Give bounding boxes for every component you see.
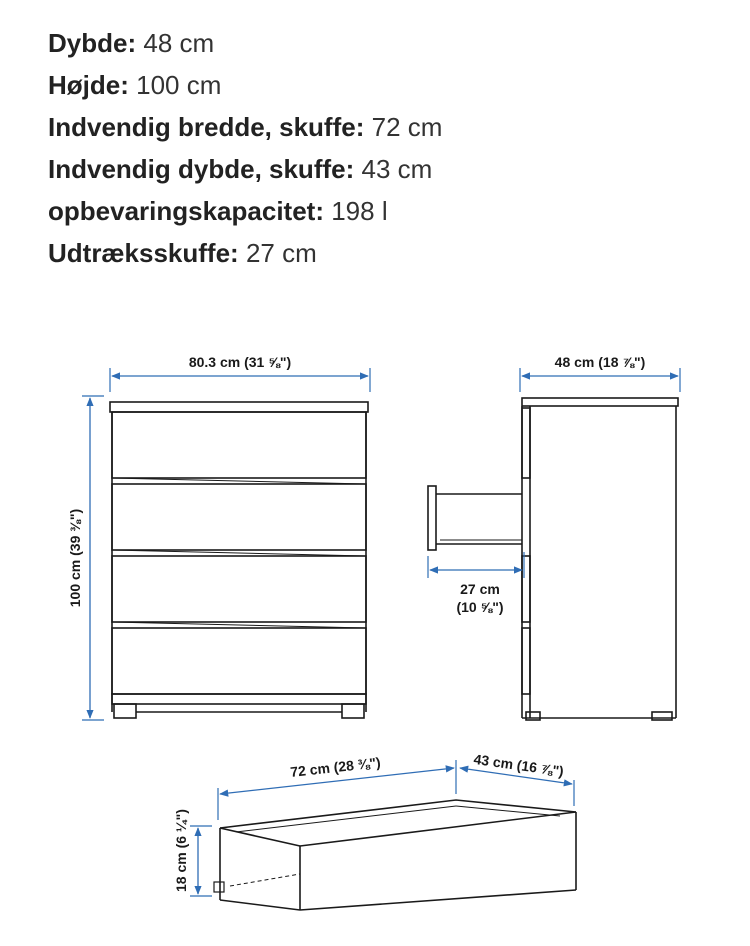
- front-foot-left: [114, 704, 136, 718]
- front-top-panel: [110, 402, 368, 412]
- drawer-hidden-line: [230, 874, 300, 886]
- front-width-dimension: [110, 354, 370, 392]
- gap-line: [112, 550, 366, 556]
- drawer-runner: [214, 882, 224, 892]
- side-drawer-front-4: [522, 628, 530, 694]
- front-plinth: [112, 694, 366, 704]
- drawer-top-back-edge: [220, 800, 576, 828]
- spec-value: 27 cm: [245, 238, 317, 268]
- side-depth-dimension: [520, 354, 680, 392]
- spec-label: Indvendig bredde, skuffe:: [48, 112, 365, 142]
- side-top-panel: [522, 398, 678, 406]
- spec-value: 72 cm: [371, 112, 443, 142]
- drawer-bottom-front-edge: [300, 890, 576, 910]
- drawer-top-left-edge: [220, 828, 300, 846]
- spec-label: Dybde:: [48, 28, 137, 58]
- spec-value: 198 l: [331, 196, 388, 226]
- pullout-label: 27 cm: [460, 581, 500, 597]
- drawer-depth-label: 43 cm (16 ⅞"): [472, 750, 565, 780]
- front-drawer-3: [112, 556, 366, 622]
- drawer-width-label: 72 cm (28 ⅜"): [289, 754, 382, 780]
- side-drawer-front-3: [522, 556, 530, 622]
- drawer-inner-back: [236, 806, 456, 832]
- spec-label: opbevaringskapacitet:: [48, 196, 324, 226]
- spec-label: Indvendig dybde, skuffe:: [48, 154, 355, 184]
- spec-value: 48 cm: [143, 28, 215, 58]
- side-drawer-front-1: [522, 408, 530, 478]
- spec-value: 100 cm: [136, 70, 222, 100]
- pulled-drawer-front: [428, 486, 436, 550]
- drawer-view: [214, 800, 576, 910]
- front-drawer-1: [112, 412, 366, 478]
- drawer-height-label: 18 cm (6 ¼"): [173, 809, 189, 892]
- front-view: [110, 402, 368, 718]
- side-depth-label: 48 cm (18 ⅞"): [554, 354, 646, 370]
- drawer-inner-right: [456, 806, 560, 816]
- gap-line: [112, 622, 366, 628]
- side-view: [428, 398, 678, 720]
- drawer-top-front-edge: [300, 812, 576, 846]
- front-drawer-4: [112, 628, 366, 694]
- pullout-label-inch: (10 ⅝"): [456, 599, 504, 615]
- drawer-depth-dimension: [460, 751, 574, 806]
- gap-line: [112, 478, 366, 484]
- drawer-height-dimension: [173, 809, 212, 896]
- pullout-dimension: [428, 552, 524, 615]
- spec-label: Højde:: [48, 70, 129, 100]
- spec-value: 43 cm: [361, 154, 433, 184]
- front-width-label: 80.3 cm (31 ⅝"): [188, 354, 292, 370]
- front-height-dimension: [67, 396, 104, 720]
- drawer-bottom-left-edge: [220, 900, 300, 910]
- front-drawer-2: [112, 484, 366, 550]
- spec-label: Udtræksskuffe:: [48, 238, 239, 268]
- front-height-label: 100 cm (39 ⅜"): [67, 508, 83, 608]
- front-foot-right: [342, 704, 364, 718]
